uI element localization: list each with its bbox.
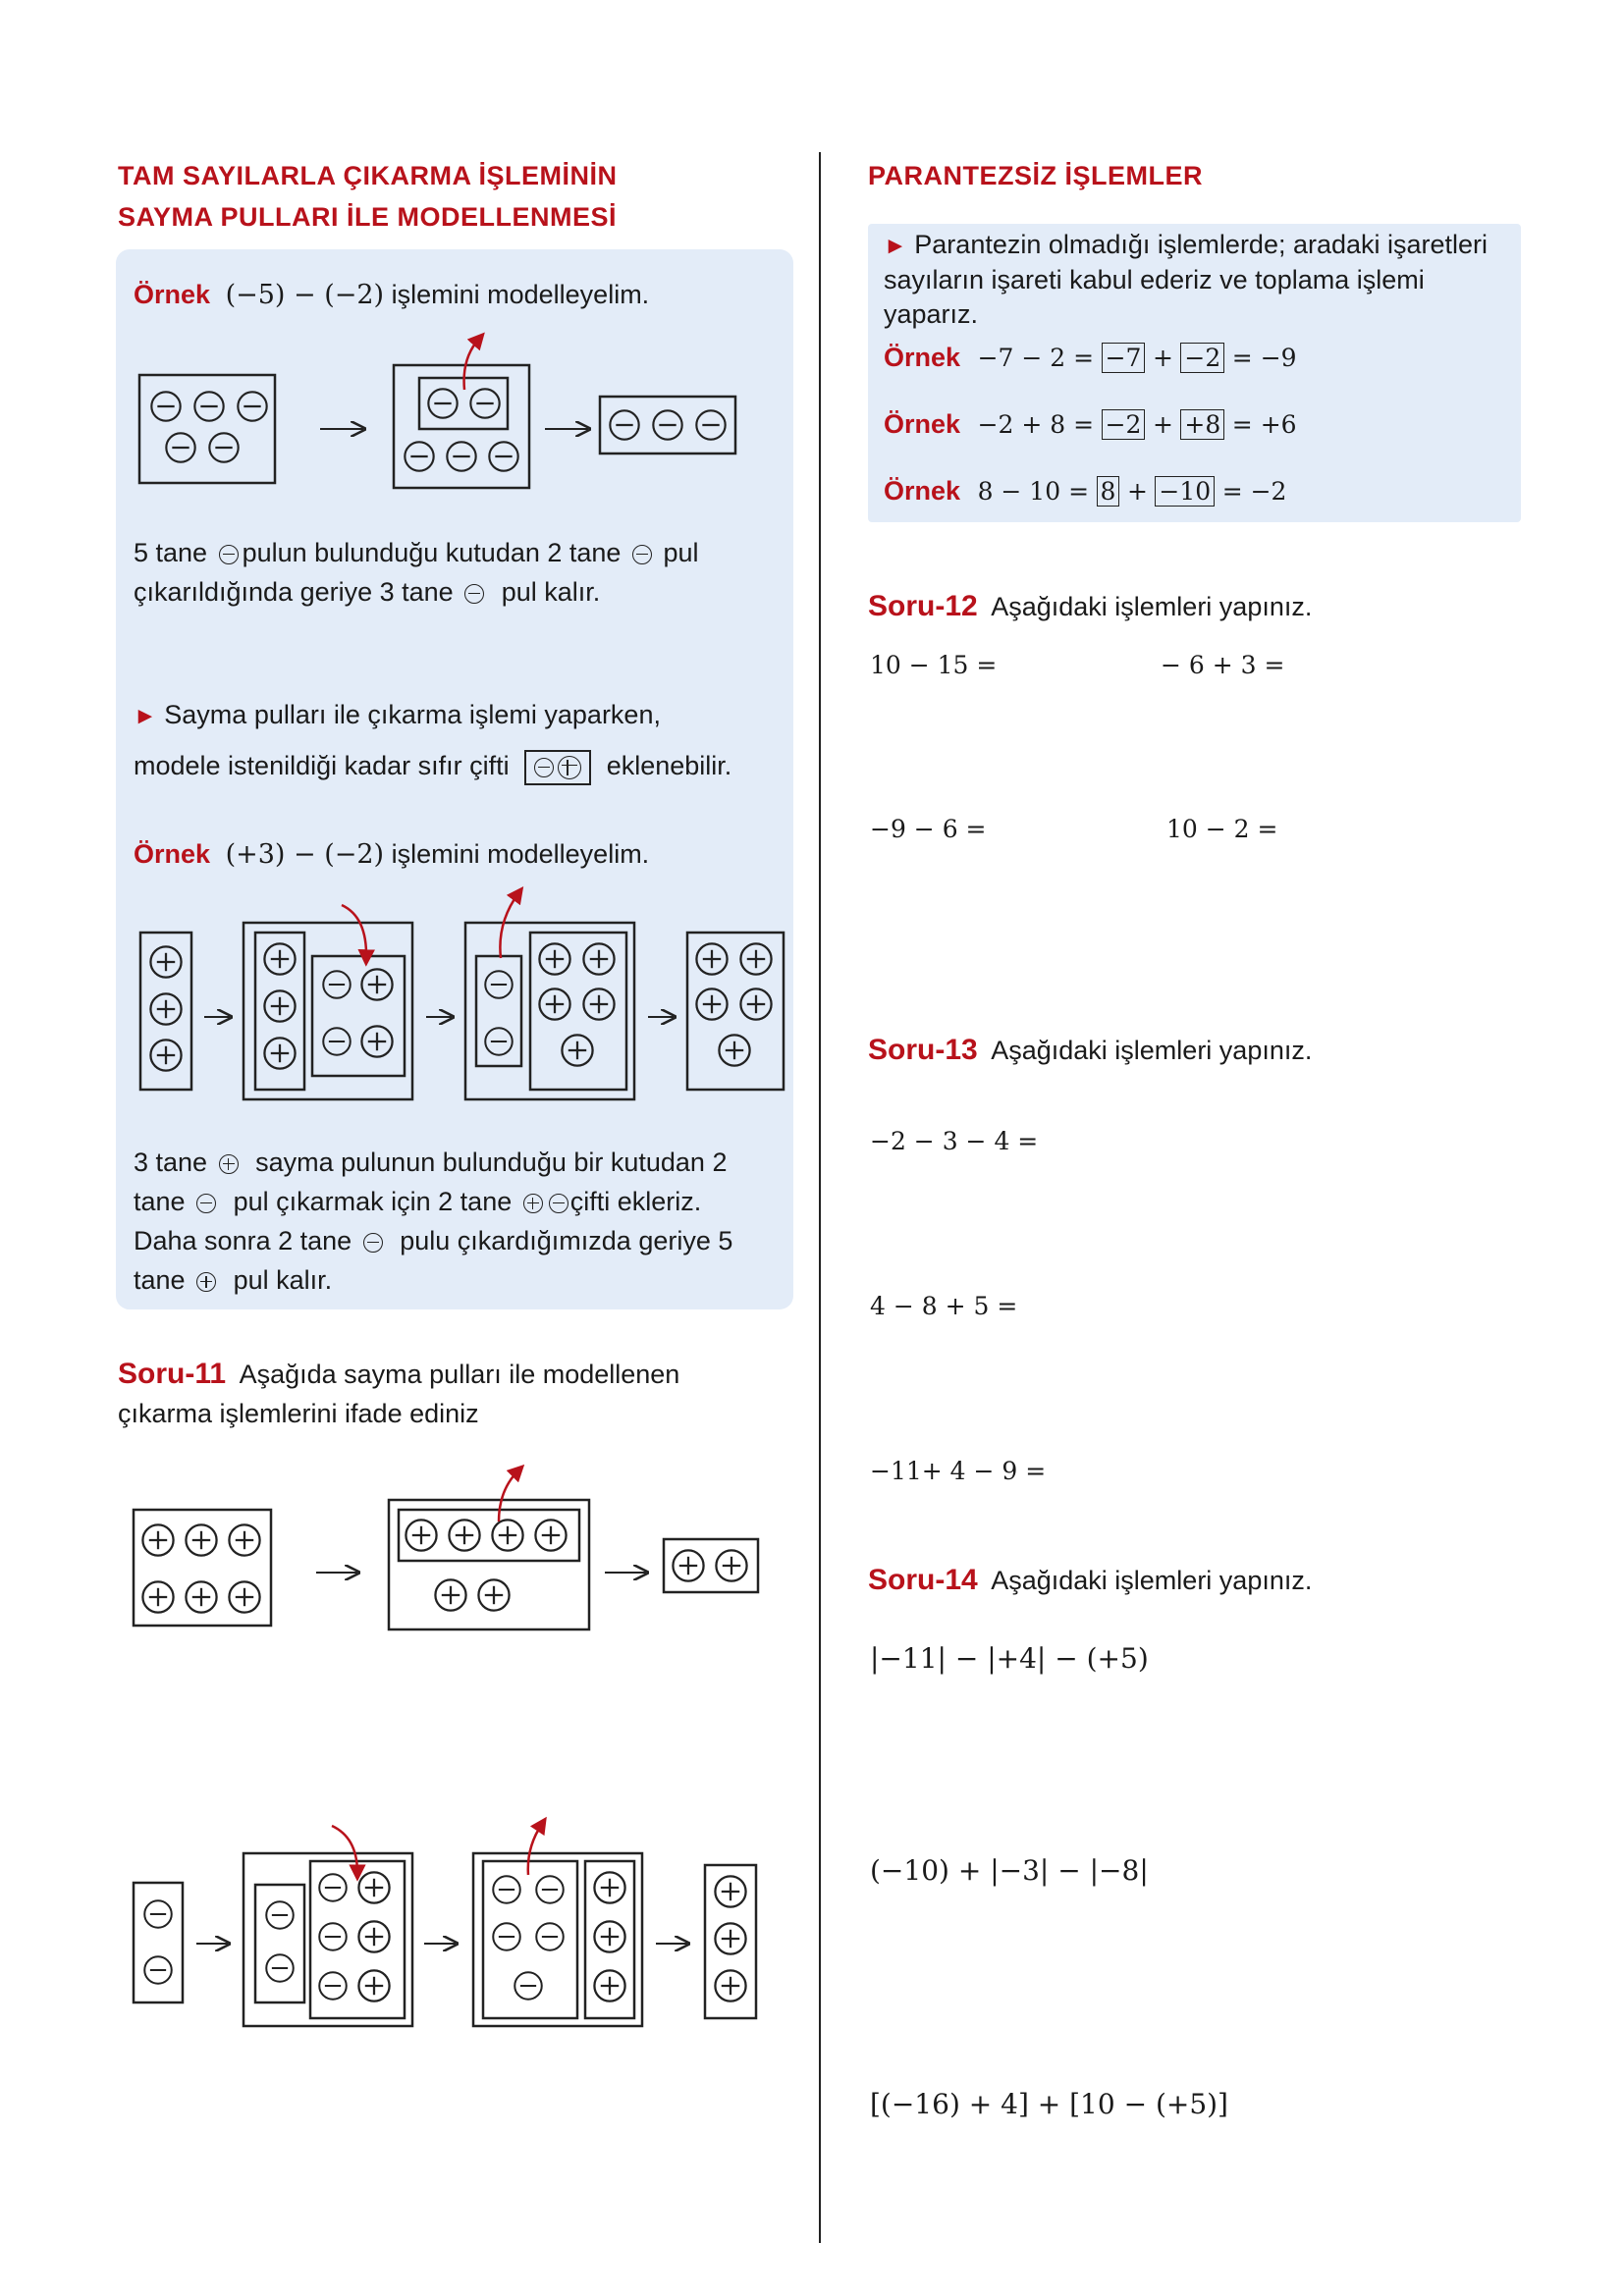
q12-item-2: − 6 + 3 = [1161,651,1285,679]
example-label: Örnek [884,343,961,372]
q14-item-3: [(−16) + 4] + [10 − (+5)] [870,2088,1228,2120]
minus-chip-icon [363,1233,383,1253]
plus-chip-icon [715,1970,745,2001]
text-span: eklenebilir. [606,751,732,780]
plus-chip-icon [583,943,614,974]
plus-chip-icon [264,1038,295,1068]
curved-arrow-icon [500,893,518,958]
q12-item-1: 10 − 15 = [870,651,998,679]
box-end [687,933,784,1090]
info-rule [884,228,1522,332]
result: = +6 [1231,410,1297,439]
explanation-line1 [134,533,699,572]
operator: + [1152,410,1173,439]
boxed-term: −7 [1102,343,1146,373]
plus-chip-icon [673,1550,703,1580]
plus-chip-icon [150,1040,181,1070]
question-11 [118,1355,679,1433]
question-label: Soru-13 [868,1034,978,1066]
minus-chip-icon [428,389,457,417]
plus-chip-icon [264,990,295,1021]
question-label: Soru-11 [118,1358,227,1390]
box-start [139,375,275,483]
text-span: sayma pulunun bulunduğu bir kutudan 2 [255,1148,728,1177]
plus-chip-icon [740,943,771,974]
plus-chip-icon [558,756,581,779]
box-remove [473,1824,642,2026]
question-11-line1 [118,1355,679,1394]
minus-chip-icon [549,1194,568,1213]
minus-chip-icon [610,410,638,439]
plus-chip-icon [264,943,295,974]
example2-model [128,883,795,1109]
box-end [600,397,735,454]
box-end [664,1539,758,1592]
minus-chip-icon [464,584,484,604]
triangle-bullet-icon: ► [134,703,157,729]
minus-chip-icon [266,1954,294,1982]
box-middle [389,1470,589,1629]
plus-chip-icon [150,946,181,977]
q14-item-2: (−10) + |−3| − |−8| [870,1854,1149,1887]
minus-chip-icon [323,1028,351,1055]
question-text: Aşağıdaki işlemleri yapınız. [991,1036,1313,1065]
minus-chip-icon [493,1876,520,1903]
question-label: Soru-12 [868,590,978,622]
boxed-term: −2 [1102,409,1146,440]
minus-chip-icon [209,433,238,461]
right-example3 [884,471,1286,511]
plus-chip-icon [740,988,771,1019]
plus-chip-icon [219,1154,239,1174]
plus-chip-icon [150,993,181,1024]
plus-chip-icon [594,1921,624,1951]
plus-chip-icon [696,988,727,1019]
minus-chip-icon [653,410,681,439]
plus-chip-icon [196,1272,216,1292]
plus-chip-icon [186,1581,216,1612]
q14-item-1: |−11| − |+4| − (+5) [870,1642,1149,1675]
text-span: pul kalır. [501,577,601,607]
text-span: pulu çıkardığımızda geriye 5 [400,1226,733,1255]
text-span: modele istenildiği kadar sıfır çifti [134,751,510,780]
section-title-line1: TAM SAYILARLA ÇIKARMA İŞLEMİNİN [118,161,618,190]
box-middle [394,339,529,488]
text-span: pul kalır. [233,1265,333,1295]
text-span: 3 tane [134,1148,208,1177]
box-end [705,1865,756,2018]
minus-chip-icon [447,442,475,470]
minus-chip-icon [514,1972,542,2000]
plus-chip-icon [594,1970,624,2001]
text-span: 5 tane [134,538,208,567]
minus-chip-icon [151,392,180,420]
zero-pair-box [524,750,591,785]
plus-chip-icon [142,1524,173,1555]
plus-chip-icon [142,1581,173,1612]
section-title-line2: SAYMA PULLARI İLE MODELLENMESİ [118,202,618,232]
plus-chip-icon [523,1194,543,1213]
box-add-pairs [244,905,412,1099]
explanation-line4 [134,1260,732,1300]
example-expr: −7 − 2 = [977,344,1095,372]
info-line2: sayıların işareti kabul ederiz ve toplama işlemi [884,265,1425,294]
operator: + [1152,344,1173,372]
minus-chip-icon [196,1194,216,1213]
text-span: pulun bulunduğu kutudan 2 tane [242,538,622,567]
explanation-line2 [134,1182,732,1221]
question11-model-a [118,1453,785,1649]
example2-line [134,834,649,875]
minus-chip-icon [485,1028,513,1055]
note-line1 [134,695,731,736]
example-expr: (+3) − (−2) [225,839,385,870]
text-span: Parantezin olmadığı işlemlerde; aradaki işaretleri [914,230,1489,259]
example-label: Örnek [884,476,961,506]
text-span: Sayma pulları ile çıkarma işlemi yaparken, [164,700,661,729]
boxed-term: −2 [1180,343,1224,373]
text-span: pul çıkarmak için 2 tane [233,1187,513,1216]
question-12 [868,587,1312,626]
text-span: pul [663,538,699,567]
text-span: tane [134,1187,186,1216]
plus-chip-icon [406,1520,436,1550]
minus-chip-icon [144,1956,172,1984]
plus-chip-icon [435,1579,465,1610]
plus-chip-icon [358,1872,389,1902]
minus-chip-icon [238,392,266,420]
box-remove [465,893,634,1099]
plus-chip-icon [594,1872,624,1902]
curved-arrow-icon [332,1826,357,1873]
question-11-line2: çıkarma işlemlerini ifade ediniz [118,1399,479,1428]
plus-chip-icon [186,1524,216,1555]
question-text: Aşağıdaki işlemleri yapınız. [991,592,1313,621]
minus-chip-icon [470,389,499,417]
plus-chip-icon [719,1035,749,1065]
box-start [134,1510,271,1626]
plus-chip-icon [478,1579,509,1610]
explanation-line3 [134,1221,732,1260]
plus-chip-icon [361,969,392,999]
note-block [134,695,731,785]
explanation-line2 [134,572,699,612]
triangle-bullet-icon: ► [884,233,907,259]
plus-chip-icon [449,1520,479,1550]
text-span: çifti ekleriz. [569,1187,702,1216]
text-span: çıkarıldığında geriye 3 tane [134,577,454,607]
curved-arrow-icon [528,1824,542,1875]
right-section-title: PARANTEZSİZ İŞLEMLER [868,161,1204,190]
minus-chip-icon [323,971,351,998]
plus-chip-icon [361,1026,392,1056]
example1-explanation [134,533,699,612]
minus-chip-icon [405,442,433,470]
minus-chip-icon [219,545,239,564]
example-expr: 8 − 10 = [977,477,1090,506]
q13-item-2: 4 − 8 + 5 = [870,1292,1018,1320]
explanation-line1 [134,1143,732,1182]
example1-line [134,275,649,315]
curved-arrow-icon [342,905,366,958]
example-label: Örnek [884,409,961,439]
question-text: Aşağıdaki işlemleri yapınız. [991,1566,1313,1595]
operator: + [1126,477,1148,506]
plus-chip-icon [358,1921,389,1951]
section-title [118,155,618,238]
box-start [140,933,191,1090]
minus-chip-icon [166,433,194,461]
minus-chip-icon [534,758,554,777]
minus-chip-icon [536,1876,564,1903]
question-text: Aşağıda sayma pulları ile modellenen [239,1360,680,1389]
minus-chip-icon [493,1923,520,1950]
question-13 [868,1031,1312,1070]
minus-chip-icon [266,1901,294,1929]
info-line3: yaparız. [884,299,979,329]
example1-model [128,319,756,506]
minus-chip-icon [696,410,725,439]
plus-chip-icon [539,988,569,1019]
minus-chip-icon [319,1923,347,1950]
minus-chip-icon [319,1972,347,2000]
right-example2 [884,404,1297,445]
result: = −2 [1221,477,1287,506]
column-divider [819,152,821,2243]
example-expr: (−5) − (−2) [225,280,385,310]
example2-explanation [134,1143,732,1300]
plus-chip-icon [696,943,727,974]
plus-chip-icon [492,1520,522,1550]
text-span: tane [134,1265,186,1295]
minus-chip-icon [485,971,513,998]
plus-chip-icon [715,1876,745,1906]
minus-chip-icon [632,545,652,564]
example-label: Örnek [134,280,211,309]
example-text: işlemini modelleyelim. [391,280,650,309]
plus-chip-icon [716,1550,746,1580]
note-line2 [134,746,731,785]
boxed-term: +8 [1180,409,1224,440]
plus-chip-icon [358,1970,389,2001]
q13-item-1: −2 − 3 − 4 = [870,1127,1039,1155]
question-14 [868,1561,1312,1600]
right-example1 [884,338,1297,378]
example-text: işlemini modelleyelim. [391,839,650,869]
boxed-term: 8 [1097,476,1120,507]
question11-model-b [118,1806,785,2042]
text-span: Daha sonra 2 tane [134,1226,352,1255]
plus-chip-icon [229,1524,259,1555]
q13-item-3: −11+ 4 − 9 = [870,1457,1047,1485]
q12-item-3: −9 − 6 = [870,815,987,843]
box-add-pairs [244,1826,412,2026]
box-start [134,1883,183,2002]
plus-chip-icon [539,943,569,974]
plus-chip-icon [562,1035,592,1065]
minus-chip-icon [319,1874,347,1901]
plus-chip-icon [583,988,614,1019]
minus-chip-icon [489,442,517,470]
info-line1 [884,228,1522,263]
q12-item-4: 10 − 2 = [1166,815,1278,843]
curved-arrow-icon [499,1470,518,1522]
plus-chip-icon [715,1923,745,1953]
example-label: Örnek [134,839,211,869]
plus-chip-icon [229,1581,259,1612]
question-label: Soru-14 [868,1564,978,1596]
plus-chip-icon [535,1520,566,1550]
boxed-term: −10 [1155,476,1215,507]
minus-chip-icon [194,392,223,420]
result: = −9 [1231,344,1297,372]
minus-chip-icon [144,1900,172,1928]
example-expr: −2 + 8 = [977,410,1095,439]
minus-chip-icon [536,1923,564,1950]
